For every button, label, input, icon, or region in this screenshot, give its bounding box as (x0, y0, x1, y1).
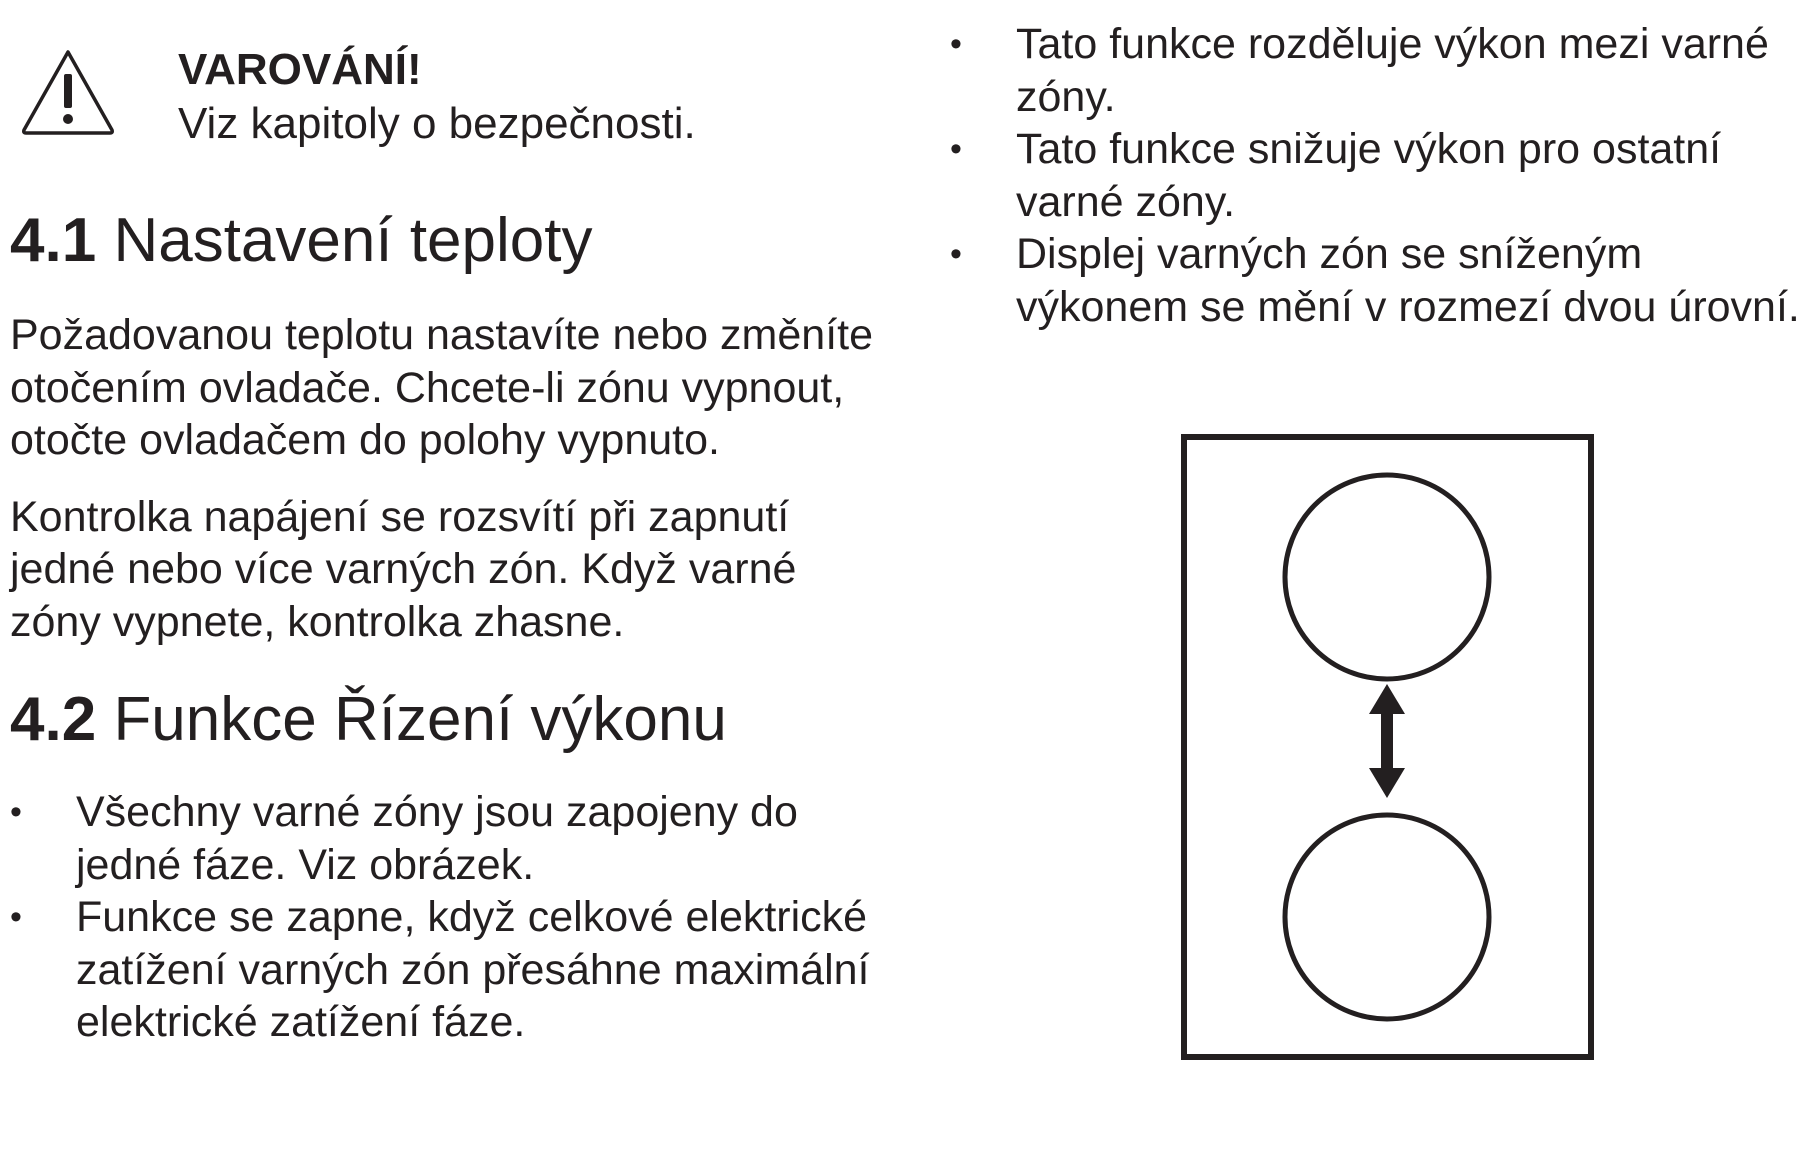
section-4-1-heading (10, 205, 890, 277)
cooktop-figure (1181, 434, 1594, 1060)
section-4-2-bullets-left (10, 786, 890, 1049)
section-4-1-paragraph-1: Požadovanou teplotu nastavíte nebo změníte otočením ovladače. Chcete-li zónu vypnout, otočte ovladačem do polohy vypnuto. (10, 311, 874, 464)
section-4-2-bullets-right (950, 18, 1810, 333)
section-4-1-title: Nastavení teploty (113, 206, 593, 275)
left-column (10, 0, 890, 1049)
list-item: • Tato funkce snižuje výkon pro ostatní varné zóny. (950, 123, 1810, 228)
section-4-2-number: 4.2 (10, 685, 97, 754)
section-4-2-title: Funkce Řízení výkonu (113, 685, 727, 754)
list-item: • Všechny varné zóny jsou zapojeny do jedné fáze. Viz obrázek. (10, 786, 890, 891)
warning-title: VAROVÁNÍ! (178, 45, 422, 94)
warning-triangle-icon (20, 48, 116, 136)
right-column (950, 0, 1810, 333)
section-4-2-heading (10, 684, 890, 756)
cooking-zone-top-icon (1285, 475, 1489, 679)
warning-box (10, 0, 890, 150)
cooking-zone-bottom-icon (1285, 815, 1489, 1019)
list-item: • Funkce se zapne, když celkové elektrické zatížení varných zón přesáhne maximální elektrické zatížení fáze. (10, 891, 890, 1049)
double-arrow-icon (1369, 684, 1405, 798)
section-4-1-paragraph-2: Kontrolka napájení se rozsvítí při zapnutí jedné nebo více varných zón. Když varné zóny vypnete, kontrolka zhasne. (10, 492, 797, 646)
list-item: • Tato funkce rozděluje výkon mezi varné zóny. (950, 18, 1810, 123)
warning-text: Viz kapitoly o bezpečnosti. (178, 99, 696, 148)
list-item: • Displej varných zón se sníženým výkonem se mění v rozmezí dvou úrovní. (950, 228, 1810, 333)
section-4-1-number: 4.1 (10, 206, 97, 275)
